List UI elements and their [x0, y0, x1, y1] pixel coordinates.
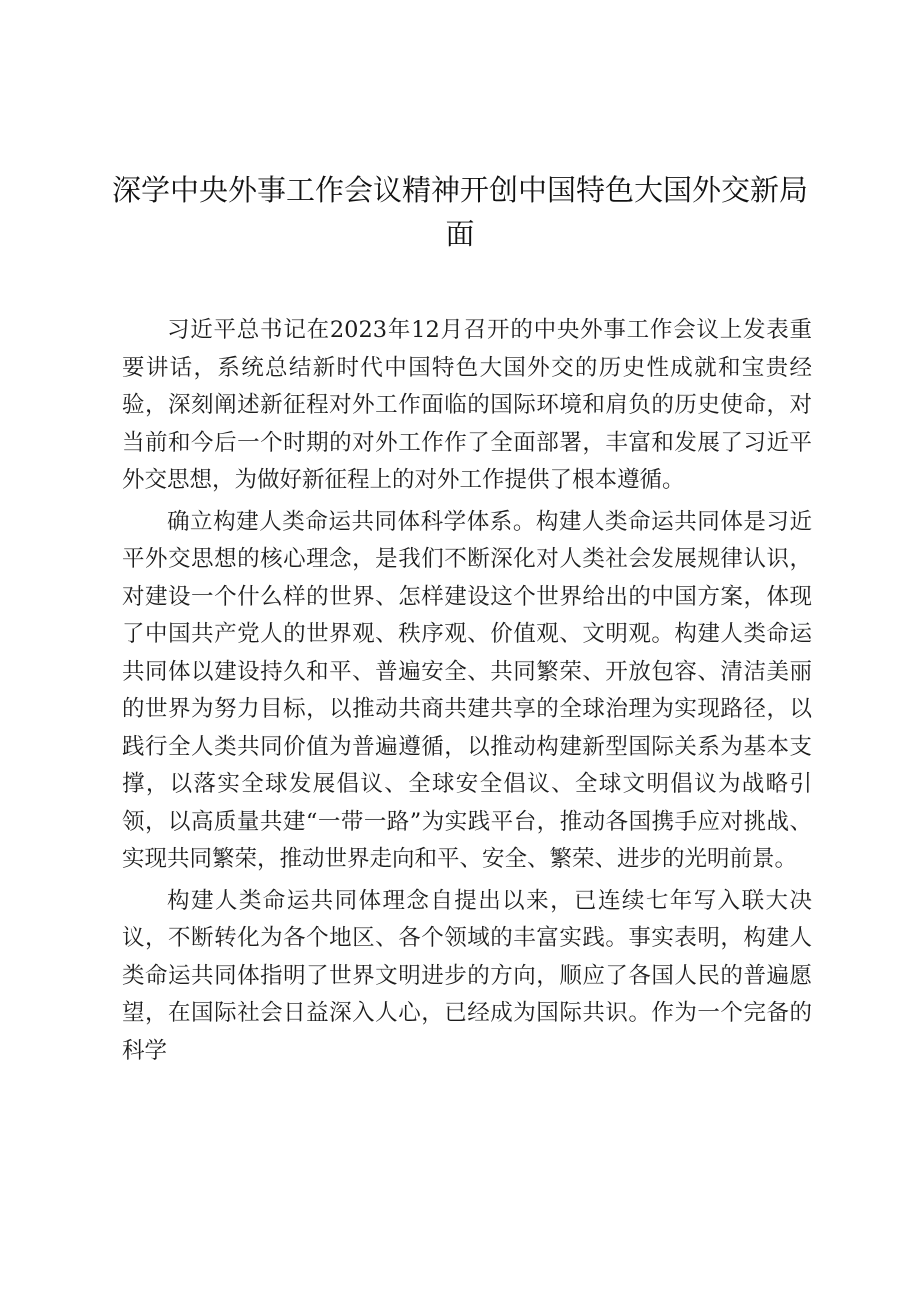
paragraph-3: 构建人类命运共同体理念自提出以来，已连续七年写入联大决议，不断转化为各个地区、各个领域的丰富实践。事实表明，构建人类命运共同体指明了世界文明进步的方向，顺应了各国人民的普遍愿望，在国际社会日益深入人心，已经成为国际共识。作为一个完备的科学 — [122, 887, 812, 1064]
paragraph-2: 确立构建人类命运共同体科学体系。构建人类命运共同体是习近平外交思想的核心理念，是我们不断深化对人类社会发展规律认识，对建设一个什么样的世界、怎样建设这个世界给出的中国方案，体现了中国共产党人的世界观、秩序观、价值观、文明观。构建人类命运共同体以建设持久和平、普遍安全、共同繁荣、开放包容、清洁美丽的世界为努力目标，以推动共商共建共享的全球治理为实现路径，以践行全人类共同价值为普遍遵循，以推动构建新型国际关系为基本支撑，以落实全球发展倡议、全球安全倡议、全球文明倡议为战略引领，以高质量共建“一带一路”为实践平台，推动各国携手应对挑战、实现共同繁荣，推动世界走向和平、安全、繁荣、进步的光明前景。 — [122, 508, 812, 872]
document-body — [122, 312, 812, 1074]
document-title: 深学中央外事工作会议精神开创中国特色大国外交新局面 — [111, 173, 808, 251]
paragraph-1: 习近平总书记在2023年12月召开的中央外事工作会议上发表重要讲话，系统总结新时代中国特色大国外交的历史性成就和宝贵经验，深刻阐述新征程对外工作面临的国际环境和肩负的历史使命，对当前和今后一个时期的对外工作作了全面部署，丰富和发展了习近平外交思想，为做好新征程上的对外工作提供了根本遵循。 — [122, 317, 812, 493]
